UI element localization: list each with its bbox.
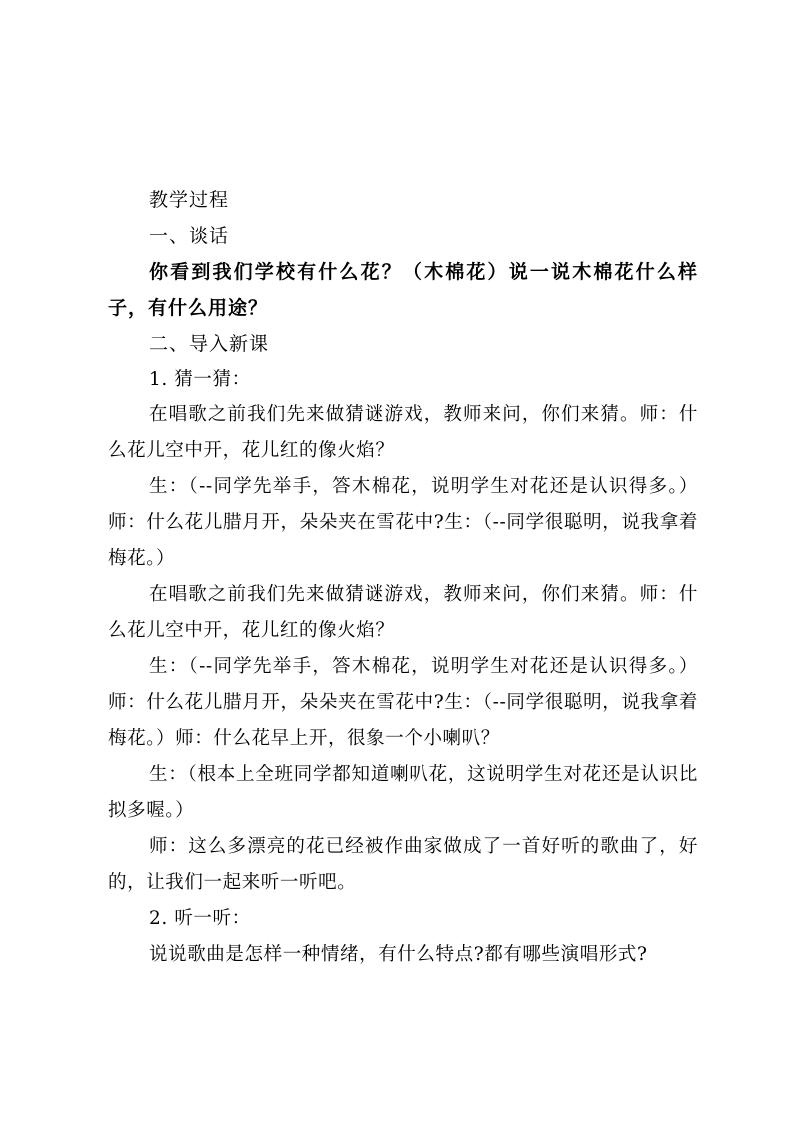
paragraph-3: 在唱歌之前我们先来做猜谜游戏，教师来问，你们来猜。师：什么花儿空中开，花儿红的像火焰？ [108,584,698,641]
paragraph-1: 在唱歌之前我们先来做猜谜游戏，教师来问，你们来猜。师：什么花儿空中开，花儿红的像火焰？ [108,404,698,461]
paragraph-5: 生：（根本上全班同学都知道喇叭花，这说明学生对花还是认识比拟多喔。） [108,764,698,821]
paragraph-6: 师：这么多漂亮的花已经被作曲家做成了一首好听的歌曲了，好的，让我们一起来听一听吧。 [108,836,698,893]
paragraph-7: 说说歌曲是怎样一种情绪，有什么特点?都有哪些演唱形式? [149,944,648,965]
section-title: 教学过程 [149,189,230,211]
step2-label: 2. 听一听： [149,908,251,929]
part1-question: 你看到我们学校有什么花？（木棉花）说一说木棉花什么样子，有什么用途？ [108,261,698,319]
part1-heading: 一、谈话 [149,225,230,247]
paragraph-4: 生：（--同学先举手，答木棉花，说明学生对花还是认识得多。）师：什么花儿腊月开，朵朵夹在雪花中?生：（--同学很聪明，说我拿着梅花。）师：什么花早上开，很象一个小喇叭？ [108,656,698,749]
part2-heading: 二、导入新课 [149,333,270,355]
paragraph-2: 生：（--同学先举手，答木棉花，说明学生对花还是认识得多。）师：什么花儿腊月开，朵朵夹在雪花中?生：（--同学很聪明，说我拿着梅花。） [108,476,698,569]
step1-label: 1. 猜一猜： [149,369,251,390]
